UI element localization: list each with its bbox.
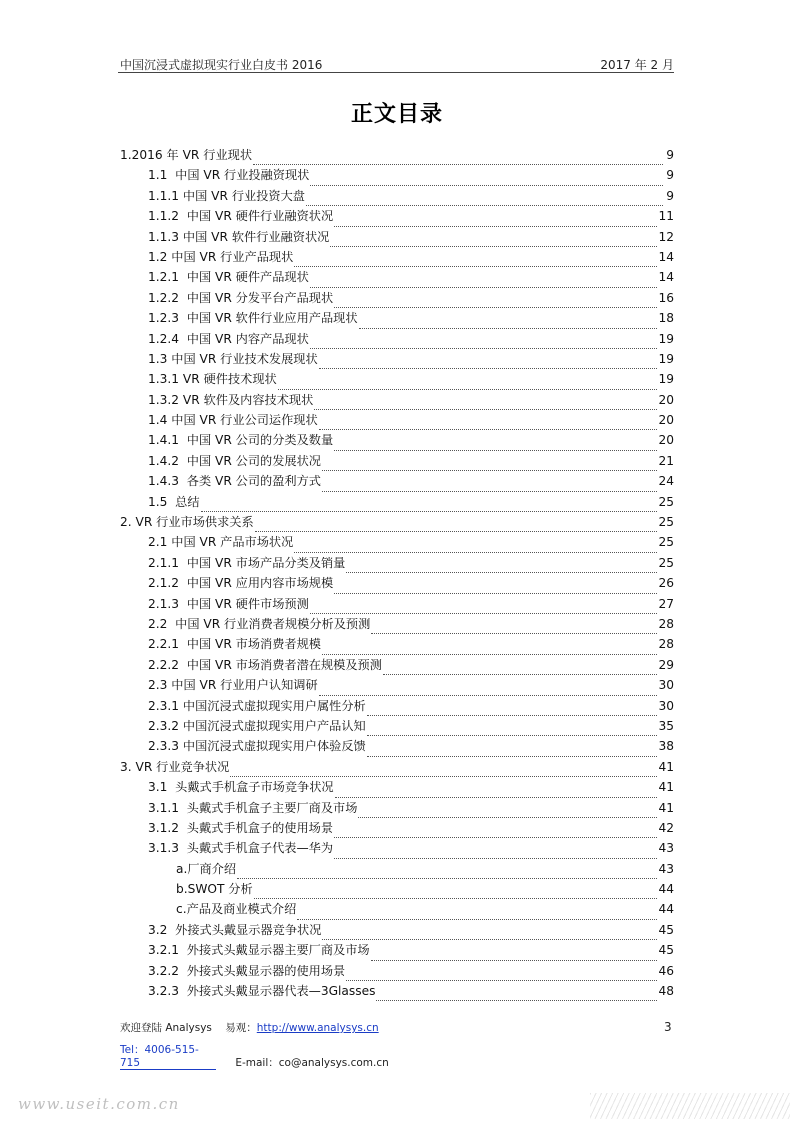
toc-entry[interactable] bbox=[118, 634, 674, 654]
toc-entry-title: 1.4.3 各类 VR 公司的盈利方式 bbox=[148, 474, 321, 489]
toc-entry-title: 1.2.2 中国 VR 分发平台产品现状 bbox=[148, 290, 334, 305]
toc-dot-leader bbox=[322, 648, 657, 655]
toc-page-number: 16 bbox=[658, 290, 674, 305]
toc-dot-leader bbox=[346, 974, 657, 981]
toc-entry-title: 3.2 外接式头戴显示器竞争状况 bbox=[148, 922, 322, 937]
toc-entry[interactable] bbox=[118, 675, 674, 695]
toc-page-number: 20 bbox=[658, 392, 674, 407]
toc-dot-leader bbox=[294, 546, 657, 553]
toc-dot-leader bbox=[334, 831, 657, 838]
toc-entry-title: 3.1.1 头戴式手机盒子主要厂商及市场 bbox=[148, 800, 358, 815]
toc-page-number: 25 bbox=[658, 535, 674, 550]
toc-dot-leader bbox=[255, 525, 658, 532]
toc-page-number: 19 bbox=[658, 372, 674, 387]
toc-page-number: 21 bbox=[658, 453, 674, 468]
footer-site-link[interactable]: http://www.analysys.cn bbox=[256, 1022, 379, 1034]
toc-entry[interactable] bbox=[118, 899, 674, 919]
toc-entry-title: 2.3.3 中国沉浸式虚拟现实用户体验反馈 bbox=[148, 739, 366, 754]
toc-entry[interactable] bbox=[118, 145, 674, 165]
toc-dot-leader bbox=[330, 240, 657, 247]
toc-dot-leader bbox=[334, 852, 657, 859]
toc-entry-title: 3.2.2 外接式头戴显示器的使用场景 bbox=[148, 963, 346, 978]
toc-dot-leader bbox=[334, 444, 657, 451]
toc-dot-leader bbox=[358, 811, 657, 818]
toc-page-number: 45 bbox=[658, 943, 674, 958]
toc-dot-leader bbox=[306, 199, 663, 206]
toc-page-number: 19 bbox=[658, 351, 674, 366]
toc-entry[interactable] bbox=[118, 308, 674, 328]
footer-contact-line bbox=[120, 1042, 389, 1070]
toc-entry-title: 1.1.2 中国 VR 硬件行业融资状况 bbox=[148, 209, 334, 224]
toc-entry-title: 2.3.1 中国沉浸式虚拟现实用户属性分析 bbox=[148, 698, 366, 713]
toc-entry-title: 1.2 中国 VR 行业产品现状 bbox=[148, 249, 294, 264]
toc-dot-leader bbox=[297, 913, 657, 920]
toc-dot-leader bbox=[319, 689, 658, 696]
toc-entry[interactable] bbox=[118, 369, 674, 389]
toc-entry[interactable] bbox=[118, 186, 674, 206]
toc-entry-title: 1.1 中国 VR 行业投融资现状 bbox=[148, 168, 310, 183]
toc-dot-leader bbox=[254, 892, 658, 899]
toc-entry-title: 1.2.3 中国 VR 软件行业应用产品现状 bbox=[148, 311, 358, 326]
toc-page-number: 41 bbox=[658, 800, 674, 815]
toc-page-number: 44 bbox=[658, 902, 674, 917]
toc-entry-title: 3.2.3 外接式头戴显示器代表—3Glasses bbox=[148, 984, 376, 999]
toc-dot-leader bbox=[367, 709, 658, 716]
toc-entry-title: 1.1.3 中国 VR 软件行业融资状况 bbox=[148, 229, 330, 244]
toc-entry[interactable] bbox=[118, 838, 674, 858]
toc-page-number: 14 bbox=[658, 270, 674, 285]
footer-tel: Tel：4006-515-715 bbox=[120, 1042, 216, 1070]
toc-page-number: 38 bbox=[658, 739, 674, 754]
toc-dot-leader bbox=[334, 220, 657, 227]
toc-entry-title: 2.1.3 中国 VR 硬件市场预测 bbox=[148, 596, 309, 611]
toc-dot-leader bbox=[201, 505, 658, 512]
toc-entry-title: 2.2 中国 VR 行业消费者规模分析及预测 bbox=[148, 616, 371, 631]
toc-dot-leader bbox=[310, 281, 658, 288]
toc-dot-leader bbox=[335, 791, 658, 798]
toc-entry[interactable] bbox=[118, 390, 674, 410]
footer-welcome-text: 欢迎登陆 Analysys bbox=[120, 1022, 212, 1034]
toc-entry[interactable] bbox=[118, 573, 674, 593]
footer-website-line bbox=[120, 1020, 379, 1035]
toc-entry-title: 3.2.1 外接式头戴显示器主要厂商及市场 bbox=[148, 943, 370, 958]
toc-entry-title: 1.4 中国 VR 行业公司运作现状 bbox=[148, 413, 318, 428]
toc-entry[interactable] bbox=[118, 227, 674, 247]
toc-entry-title: 2.3.2 中国沉浸式虚拟现实用户产品认知 bbox=[148, 718, 366, 733]
page-title: 正文目录 bbox=[350, 102, 443, 127]
toc-entry[interactable] bbox=[118, 349, 674, 369]
watermark-stripes bbox=[590, 1093, 790, 1119]
toc-page-number: 45 bbox=[658, 922, 674, 937]
toc-dot-leader bbox=[310, 342, 658, 349]
toc-entry-title: 3.1 头戴式手机盒子市场竞争状况 bbox=[148, 780, 334, 795]
toc-page-number: 46 bbox=[658, 963, 674, 978]
toc-entry-title: 1.3.2 VR 软件及内容技术现状 bbox=[148, 392, 314, 407]
toc-page-number: 42 bbox=[658, 820, 674, 835]
toc-page-number: 35 bbox=[658, 718, 674, 733]
toc-page-number: 41 bbox=[658, 780, 674, 795]
toc-dot-leader bbox=[334, 587, 657, 594]
toc-dot-leader bbox=[371, 627, 657, 634]
toc-entry[interactable] bbox=[118, 492, 674, 512]
toc-page-number: 27 bbox=[658, 596, 674, 611]
toc-page-number: 44 bbox=[658, 882, 674, 897]
toc-dot-leader bbox=[359, 322, 658, 329]
toc-entry[interactable] bbox=[118, 614, 674, 634]
toc-entry-title: a.厂商介绍 bbox=[176, 861, 237, 876]
toc-entry[interactable] bbox=[118, 267, 674, 287]
footer-email: E-mail：co@analysys.com.cn bbox=[235, 1057, 389, 1069]
toc-entry[interactable] bbox=[118, 451, 674, 471]
toc-entry-title: 2.2.1 中国 VR 市场消费者规模 bbox=[148, 637, 321, 652]
toc-entry[interactable] bbox=[118, 696, 674, 716]
toc-page-number: 18 bbox=[658, 311, 674, 326]
toc-page-number: 20 bbox=[658, 413, 674, 428]
toc-entry[interactable] bbox=[118, 655, 674, 675]
toc-page-number: 11 bbox=[658, 209, 674, 224]
toc-page-number: 25 bbox=[658, 494, 674, 509]
toc-entry[interactable] bbox=[118, 736, 674, 756]
toc-entry[interactable] bbox=[118, 206, 674, 226]
toc-entry[interactable] bbox=[118, 594, 674, 614]
toc-dot-leader bbox=[367, 729, 658, 736]
toc-page-number: 9 bbox=[666, 188, 674, 203]
toc-entry[interactable] bbox=[118, 247, 674, 267]
toc-dot-leader bbox=[314, 403, 657, 410]
page-number: 3 bbox=[664, 1020, 672, 1034]
toc-entry[interactable] bbox=[118, 512, 674, 532]
toc-entry-title: 2.3 中国 VR 行业用户认知调研 bbox=[148, 678, 318, 693]
header-date: 2017 年 2 月 bbox=[600, 58, 674, 72]
page-header bbox=[118, 50, 674, 73]
toc-entry-title: 1.4.1 中国 VR 公司的分类及数量 bbox=[148, 433, 334, 448]
toc-entry[interactable] bbox=[118, 430, 674, 450]
toc-page-number: 24 bbox=[658, 474, 674, 489]
toc-entry[interactable] bbox=[118, 165, 674, 185]
toc-entry-title: 1.2.4 中国 VR 内容产品现状 bbox=[148, 331, 309, 346]
toc-dot-leader bbox=[294, 260, 657, 267]
toc-page-number: 48 bbox=[658, 984, 674, 999]
toc-entry[interactable] bbox=[118, 757, 674, 777]
toc-dot-leader bbox=[334, 301, 657, 308]
toc-dot-leader bbox=[322, 485, 657, 492]
toc-page-number: 28 bbox=[658, 616, 674, 631]
toc-page-number: 30 bbox=[658, 698, 674, 713]
toc-entry-title: 1.3.1 VR 硬件技术现状 bbox=[148, 372, 277, 387]
toc-entry-title: 2.2.2 中国 VR 市场消费者潜在规模及预测 bbox=[148, 657, 382, 672]
toc-entry-title: c.产品及商业模式介绍 bbox=[176, 902, 297, 917]
toc-page-number: 30 bbox=[658, 678, 674, 693]
toc-dot-leader bbox=[319, 362, 658, 369]
toc-dot-leader bbox=[253, 158, 663, 165]
toc-dot-leader bbox=[371, 954, 658, 961]
toc-dot-leader bbox=[346, 566, 657, 573]
toc-page-number: 14 bbox=[658, 249, 674, 264]
toc-entry[interactable] bbox=[118, 532, 674, 552]
toc-dot-leader bbox=[310, 179, 663, 186]
toc-entry[interactable] bbox=[118, 961, 674, 981]
toc-entry-title: 1.4.2 中国 VR 公司的发展状况 bbox=[148, 453, 321, 468]
toc-page-number: 29 bbox=[658, 657, 674, 672]
toc-entry[interactable] bbox=[118, 940, 674, 960]
toc-entry-title: 3.1.3 头戴式手机盒子代表—华为 bbox=[148, 841, 334, 856]
toc-entry-title: 2.1.2 中国 VR 应用内容市场规模 bbox=[148, 576, 334, 591]
toc-page-number: 20 bbox=[658, 433, 674, 448]
toc-entry[interactable] bbox=[118, 288, 674, 308]
toc-entry-title: 2.1 中国 VR 产品市场状况 bbox=[148, 535, 294, 550]
toc-entry-title: 2.1.1 中国 VR 市场产品分类及销量 bbox=[148, 555, 346, 570]
toc-dot-leader bbox=[310, 607, 658, 614]
toc-dot-leader bbox=[319, 423, 658, 430]
toc-entry[interactable] bbox=[118, 777, 674, 797]
toc-entry-title: 1.5 总结 bbox=[148, 494, 200, 509]
toc-page-number: 26 bbox=[658, 576, 674, 591]
toc-page-number: 9 bbox=[666, 148, 674, 162]
table-of-contents bbox=[118, 145, 674, 1001]
toc-entry[interactable] bbox=[118, 920, 674, 940]
toc-dot-leader bbox=[322, 464, 657, 471]
toc-page-number: 41 bbox=[658, 759, 674, 774]
toc-entry-title: 2. VR 行业市场供求关系 bbox=[120, 515, 254, 530]
toc-entry[interactable] bbox=[118, 329, 674, 349]
toc-entry-title: 1.3 中国 VR 行业技术发展现状 bbox=[148, 351, 318, 366]
toc-page-number: 9 bbox=[666, 168, 674, 183]
toc-entry-title: b.SWOT 分析 bbox=[176, 882, 253, 897]
toc-entry[interactable] bbox=[118, 553, 674, 573]
toc-entry-title: 3. VR 行业竞争状况 bbox=[120, 759, 230, 774]
toc-dot-leader bbox=[383, 668, 658, 675]
header-document-title: 中国沉浸式虚拟现实行业白皮书 2016 bbox=[120, 58, 323, 72]
toc-page-number: 43 bbox=[658, 841, 674, 856]
toc-entry-title: 1.2016 年 VR 行业现状 bbox=[120, 148, 253, 162]
toc-page-number: 25 bbox=[658, 515, 674, 530]
toc-page-number: 25 bbox=[658, 555, 674, 570]
toc-entry[interactable] bbox=[118, 818, 674, 838]
toc-entry[interactable] bbox=[118, 471, 674, 491]
toc-dot-leader bbox=[278, 383, 658, 390]
toc-dot-leader bbox=[367, 750, 658, 757]
toc-entry[interactable] bbox=[118, 410, 674, 430]
toc-entry[interactable] bbox=[118, 879, 674, 899]
toc-page-number: 43 bbox=[658, 861, 674, 876]
toc-entry[interactable] bbox=[118, 716, 674, 736]
toc-entry-title: 1.2.1 中国 VR 硬件产品现状 bbox=[148, 270, 309, 285]
toc-page-number: 19 bbox=[658, 331, 674, 346]
toc-dot-leader bbox=[230, 770, 657, 777]
toc-dot-leader bbox=[322, 933, 657, 940]
toc-entry[interactable] bbox=[118, 981, 674, 1001]
toc-entry-title: 3.1.2 头戴式手机盒子的使用场景 bbox=[148, 820, 334, 835]
footer-site-label: 易观： bbox=[225, 1022, 257, 1034]
watermark-text: www.useit.com.cn bbox=[18, 1095, 180, 1113]
toc-entry-title: 1.1.1 中国 VR 行业投资大盘 bbox=[148, 188, 305, 203]
toc-page-number: 12 bbox=[658, 229, 674, 244]
toc-entry[interactable] bbox=[118, 798, 674, 818]
toc-entry[interactable] bbox=[118, 859, 674, 879]
toc-page-number: 28 bbox=[658, 637, 674, 652]
toc-dot-leader bbox=[376, 994, 657, 1001]
toc-dot-leader bbox=[237, 872, 657, 879]
